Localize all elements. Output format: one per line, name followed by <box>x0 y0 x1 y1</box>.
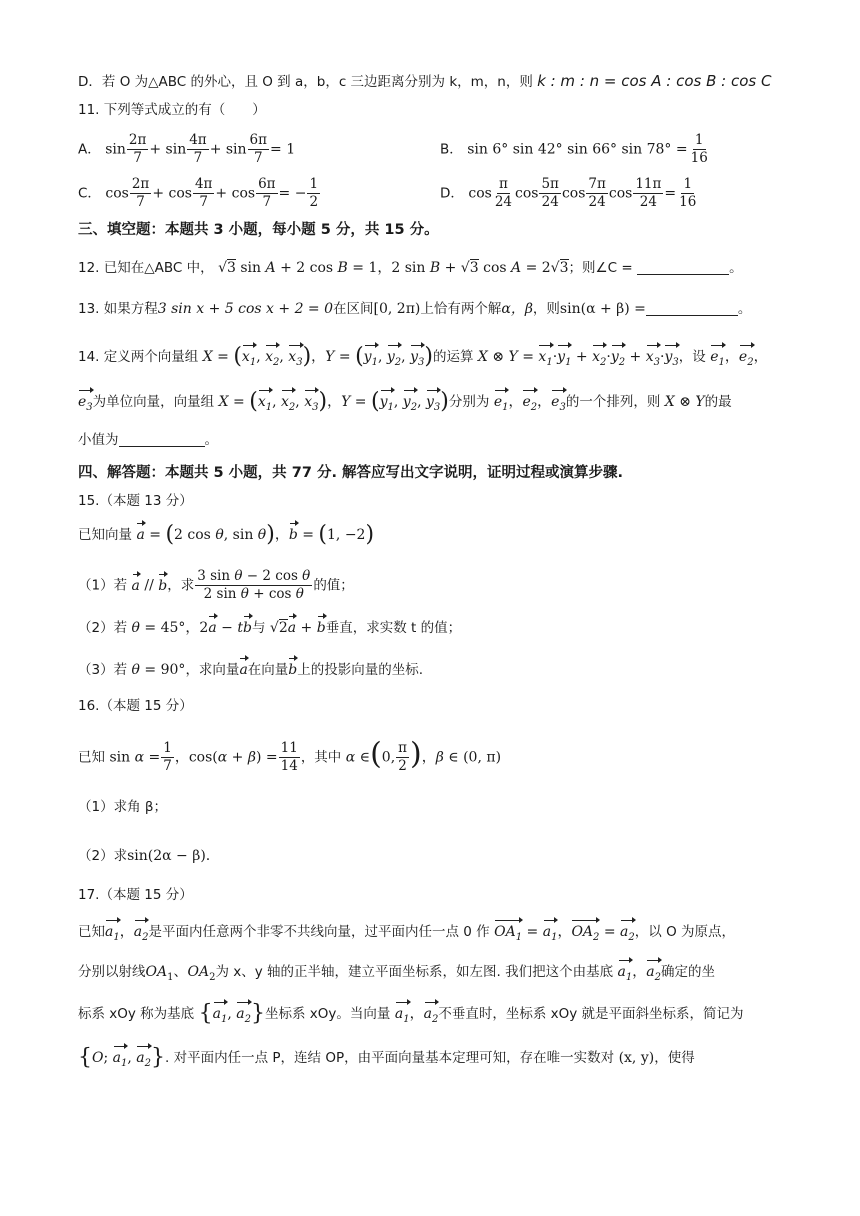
q11-option-b: B． sin 6° sin 42° sin 66° sin 78° = $\frac{1}{16}$ <box>440 132 708 166</box>
q17-line-3: 标系 xOy 称为基底 {$a_1$, $a_2$}坐标系 xOy。当向量 $a_1$，$a_2$不垂直时，坐标系 xOy 就是平面斜坐标系，简记为 <box>78 1004 744 1030</box>
q12-answer-blank[interactable] <box>637 274 729 275</box>
q17-line-1: 已知$a_1$，$a_2$是平面内任意两个非零不共线向量，过平面内任一点 0 作 $OA_1 = a_1$，$OA_2 = a_2$，以 O 为原点， <box>78 922 735 948</box>
q16-part-2: （2）求sin(2α − β). <box>78 848 211 864</box>
q14-line-1: 14. 定义两个向量组 $X = (x_1$, $x_2$, $x_3$)，$Y = (y_1$, $y_2$, $y_3$)的运算 X ⊗ $Y = x_1\cdot y_1 + x_2\cdot y_2 + x_3\cdot y_3$，设 $e_1$，$e_2$， <box>78 347 768 373</box>
q14-line-2: $e_3$为单位向量，向量组 $X = (x_1$, $x_2$, $x_3$)，$Y = (y_1$, $y_2$, $y_3$)分别为 $e_1$，$e_2$，$e_3$的一个排列，则 X ⊗ Y的最 <box>78 392 732 418</box>
q17-line-2: 分别以射线$OA_1$、$OA_2$为 x、y 轴的正半轴，建立平面坐标系，如左图. 我们把这个由基底 $a_1$，$a_2$确定的坐 <box>78 962 715 988</box>
q11-option-c: C． cos $\frac{2\pi}{7}$ + cos $\frac{4\pi}{7}$ + cos $\frac{6\pi}{7}$ = − $\frac{1}{2}$ <box>78 176 319 210</box>
q17-line-4: {O; $a_1$, $a_2$}. 对平面内任一点 P，连结 OP，由平面向量基本定理可知，存在唯一实数对 (x, y)，使得 <box>78 1048 695 1074</box>
q11-option-a: A． sin $\frac{2\pi}{7}$ + sin $\frac{4\pi}{7}$ + sin $\frac{6\pi}{7}$ = 1 <box>78 132 296 166</box>
q17-heading: 17.（本题 15 分） <box>78 887 193 903</box>
q13-answer-blank[interactable] <box>646 315 738 316</box>
q11-option-d: D． cos $\frac{\pi}{24}$ cos $\frac{5\pi}{24}$ cos $\frac{7\pi}{24}$ cos $\frac{11\pi}{24}$ = $\frac{1}{16}$ <box>440 176 697 210</box>
q15-part-1: （1）若 a // b，求 $\frac{\text{3 sin θ − 2 cos θ}}{\text{2 sin θ + cos θ}}$ 的值； <box>78 568 354 602</box>
q16-part-1: （1）求角 β； <box>78 799 167 815</box>
q11-stem: 11. 下列等式成立的有（ ） <box>78 102 266 118</box>
q14-line-3: 小值为 。 <box>78 432 218 448</box>
q16-given: 已知 sin α = $\frac{1}{7}$ ，cos(α + β) = $\frac{11}{14}$ ，其中 α ∈(0, $\frac{\pi}{2}$ )，β ∈ (0, π) <box>78 736 502 774</box>
q15-part-3: （3）若 θ = 90°，求向量a在向量b上的投影向量的坐标. <box>78 662 424 678</box>
q15-part-2: （2）若 θ = 45°，2a − tb与 √2a + b垂直，求实数 t 的值； <box>78 620 462 636</box>
q15-given: 已知向量 a = (2 cos θ, sin θ)，b = (1, −2) <box>78 522 375 547</box>
q13: 13. 如果方程3 sin x + 5 cos x + 2 = 0在区间[0, 2π)上恰有两个解α，β，则sin(α + β) = 。 <box>78 301 752 317</box>
section-3-heading: 三、填空题：本题共 3 小题，每小题 5 分，共 15 分。 <box>78 222 439 238</box>
q14-answer-blank[interactable] <box>119 446 205 447</box>
q15-heading: 15.（本题 13 分） <box>78 493 193 509</box>
q12: 12. 已知在△ABC 中， √3 sin A + 2 cos B = 1，2 sin B + √3 cos A = 2√3；则∠C = 。 <box>78 260 743 276</box>
q10d-formula: k : m : n = cos A : cos B : cos C <box>537 72 772 90</box>
q16-heading: 16.（本题 15 分） <box>78 698 193 714</box>
section-4-heading: 四、解答题：本题共 5 小题，共 77 分. 解答应写出文字说明，证明过程或演算步骤. <box>78 465 624 481</box>
q10-option-d: D．若 O 为△ABC 的外心，且 O 到 a，b，c 三边距离分别为 k，m，n，则 k : m : n = cos A : cos B : cos C <box>78 72 772 90</box>
